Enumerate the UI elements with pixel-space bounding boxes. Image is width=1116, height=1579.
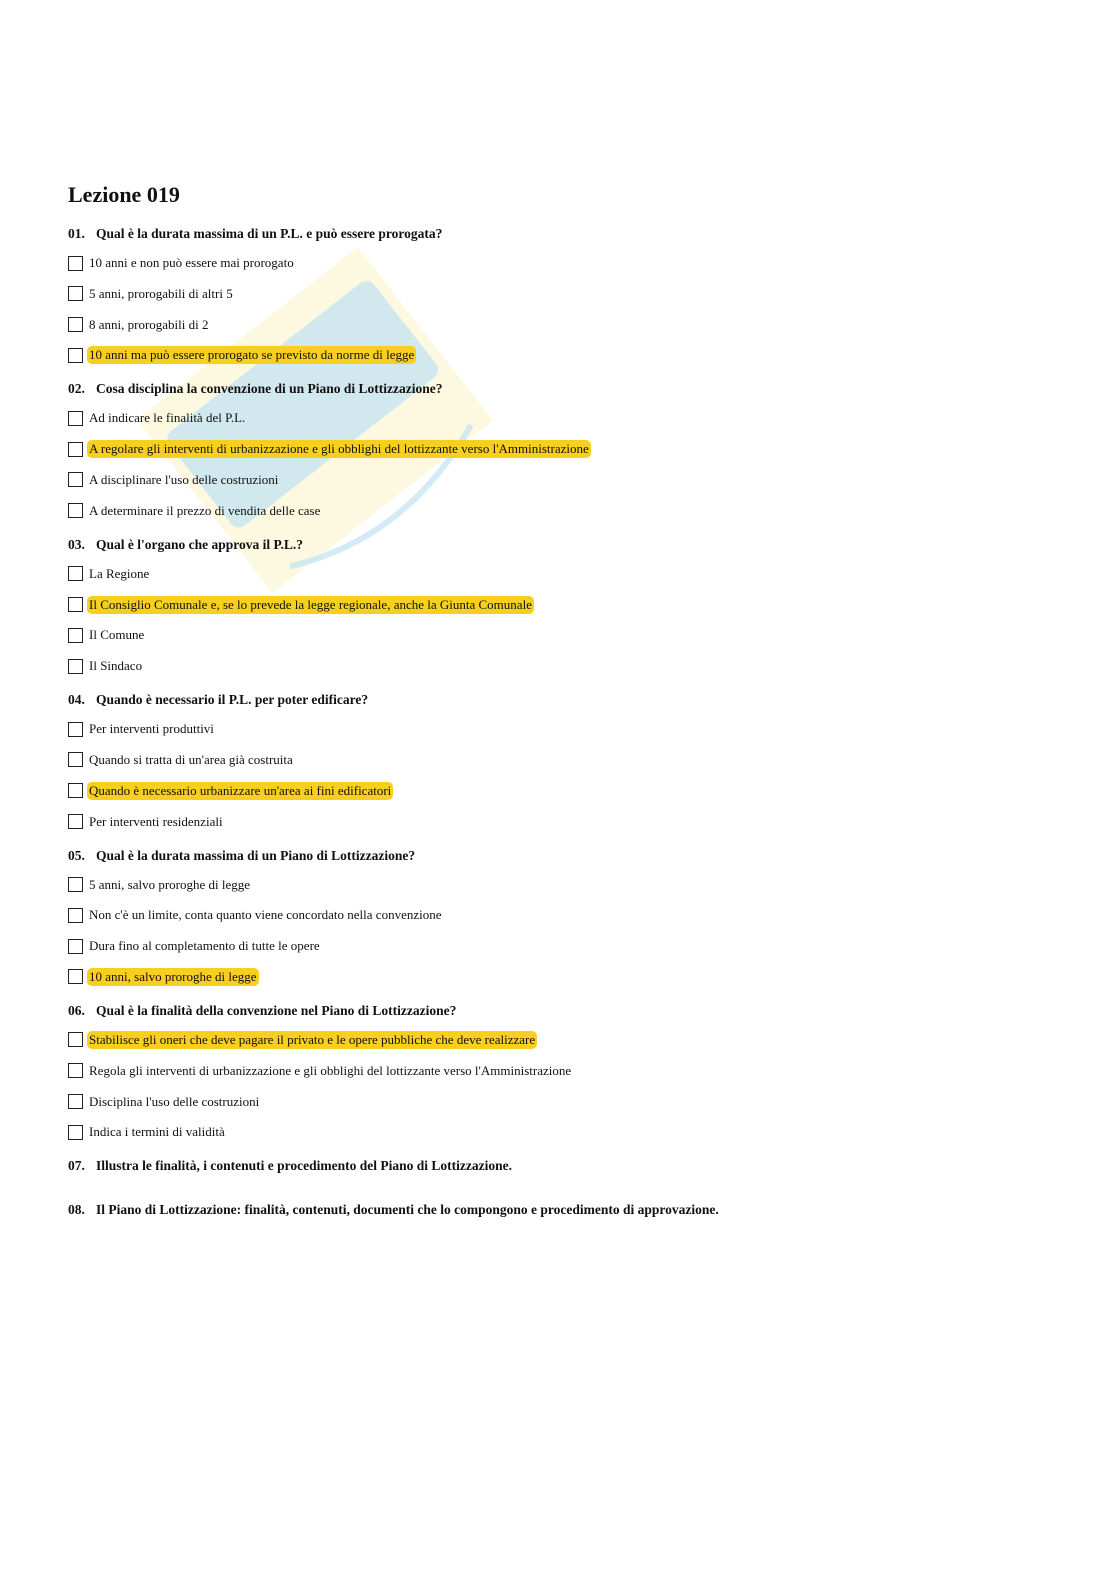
answer-option[interactable]: [68, 1091, 1068, 1113]
answer-text: 8 anni, prorogabili di 2: [89, 316, 209, 332]
answer-text: Regola gli interventi di urbanizzazione e gli obblighi del lottizzante verso l'Amministrazione: [89, 1062, 572, 1078]
question-04: [68, 689, 1068, 832]
answer-checkbox[interactable]: [68, 783, 83, 798]
answer-text: Quando si tratta di un'area già costruita: [89, 751, 293, 767]
question-text: Qual è la durata massima di un Piano di Lottizzazione?: [96, 847, 416, 863]
question-number: 05.: [68, 847, 85, 863]
answer-option[interactable]: [68, 935, 1068, 957]
answer-text: Non c'è un limite, conta quanto viene concordato nella convenzione: [89, 907, 442, 923]
answer-option[interactable]: [68, 749, 1068, 771]
answer-text: A determinare il prezzo di vendita delle case: [89, 502, 321, 518]
answer-text: 5 anni, prorogabili di altri 5: [89, 285, 233, 301]
answer-checkbox[interactable]: [68, 411, 83, 426]
answer-checkbox[interactable]: [68, 722, 83, 737]
answer-option[interactable]: [68, 811, 1068, 833]
question-title: [68, 689, 1068, 711]
answer-checkbox[interactable]: [68, 442, 83, 457]
question-text: Quando è necessario il P.L. per poter edificare?: [96, 692, 369, 708]
open-question-08: [68, 1199, 1068, 1221]
answer-checkbox[interactable]: [68, 628, 83, 643]
question-text: Illustra le finalità, i contenuti e procedimento del Piano di Lottizzazione.: [96, 1158, 512, 1174]
answer-text: Il Comune: [89, 627, 145, 643]
answer-option[interactable]: [68, 344, 1068, 366]
answer-checkbox[interactable]: [68, 752, 83, 767]
answer-checkbox[interactable]: [68, 659, 83, 674]
answer-option[interactable]: [68, 655, 1068, 677]
answer-text: Per interventi produttivi: [89, 721, 214, 737]
answer-option[interactable]: [68, 904, 1068, 926]
question-number: 07.: [68, 1158, 85, 1174]
answer-text: Dura fino al completamento di tutte le opere: [89, 938, 320, 954]
question-number: 08.: [68, 1202, 85, 1218]
answer-checkbox[interactable]: [68, 472, 83, 487]
answer-option[interactable]: [68, 314, 1068, 336]
answer-checkbox[interactable]: [68, 566, 83, 581]
answer-option[interactable]: [68, 1060, 1068, 1082]
answer-checkbox[interactable]: [68, 317, 83, 332]
answer-text: A disciplinare l'uso delle costruzioni: [89, 471, 279, 487]
question-text: Qual è l'organo che approva il P.L.?: [96, 536, 304, 552]
question-number: 03.: [68, 536, 85, 552]
answer-checkbox[interactable]: [68, 814, 83, 829]
answer-text: Ad indicare le finalità del P.L.: [89, 410, 246, 426]
page-content: [68, 178, 1068, 1243]
answer-text: La Regione: [89, 565, 150, 581]
answer-text-highlighted: 10 anni ma può essere prorogato se previsto da norme di legge: [89, 347, 415, 363]
question-title: [68, 378, 1068, 400]
answer-checkbox[interactable]: [68, 1032, 83, 1047]
question-title: [68, 534, 1068, 556]
answer-text-highlighted: Il Consiglio Comunale e, se lo prevede la legge regionale, anche la Giunta Comunale: [89, 596, 532, 612]
answer-text: Disciplina l'uso delle costruzioni: [89, 1093, 260, 1109]
answer-checkbox[interactable]: [68, 256, 83, 271]
lesson-title: Lezione 019: [68, 182, 180, 207]
question-01: [68, 223, 1068, 366]
question-02: [68, 378, 1068, 521]
open-questions-list: [68, 1155, 1068, 1221]
question-06: [68, 1000, 1068, 1143]
answer-checkbox[interactable]: [68, 286, 83, 301]
answer-option[interactable]: [68, 407, 1068, 429]
answer-checkbox[interactable]: [68, 969, 83, 984]
answer-checkbox[interactable]: [68, 877, 83, 892]
open-question-07: [68, 1155, 1068, 1177]
answer-option[interactable]: [68, 563, 1068, 585]
answer-checkbox[interactable]: [68, 908, 83, 923]
answer-text: Per interventi residenziali: [89, 813, 223, 829]
question-text: Qual è la finalità della convenzione nel Piano di Lottizzazione?: [96, 1002, 457, 1018]
answer-option[interactable]: [68, 966, 1068, 988]
answer-option[interactable]: [68, 594, 1068, 616]
answer-checkbox[interactable]: [68, 1125, 83, 1140]
answer-text-highlighted: Stabilisce gli oneri che deve pagare il privato e le opere pubbliche che deve realizzare: [89, 1031, 536, 1047]
answer-option[interactable]: [68, 780, 1068, 802]
answer-option[interactable]: [68, 252, 1068, 274]
answer-option[interactable]: [68, 718, 1068, 740]
question-text: Qual è la durata massima di un P.L. e può essere prorogata?: [96, 226, 443, 241]
answer-option[interactable]: [68, 874, 1068, 896]
question-number: 06.: [68, 1002, 85, 1018]
question-number: 01.: [68, 226, 85, 241]
answer-text-highlighted: A regolare gli interventi di urbanizzazione e gli obblighi del lottizzante verso l'Amministrazione: [89, 441, 589, 457]
answer-text: Il Sindaco: [89, 658, 143, 674]
answer-text: 10 anni e non può essere mai prorogato: [89, 255, 294, 270]
answer-text: 5 anni, salvo proroghe di legge: [89, 876, 251, 892]
question-title: [68, 1000, 1068, 1022]
question-number: 02.: [68, 381, 85, 397]
question-title: [68, 223, 1068, 245]
answer-option[interactable]: [68, 438, 1068, 460]
answer-option[interactable]: [68, 469, 1068, 491]
question-text: Cosa disciplina la convenzione di un Piano di Lottizzazione?: [96, 381, 443, 397]
answer-text-highlighted: Quando è necessario urbanizzare un'area ai fini edificatori: [89, 782, 392, 798]
answer-checkbox[interactable]: [68, 1094, 83, 1109]
answer-checkbox[interactable]: [68, 939, 83, 954]
answer-text: Indica i termini di validità: [89, 1124, 225, 1140]
question-title: [68, 845, 1068, 867]
questions-list: [68, 223, 1068, 1143]
question-number: 04.: [68, 692, 85, 708]
answer-option[interactable]: [68, 1029, 1068, 1051]
answer-checkbox[interactable]: [68, 597, 83, 612]
answer-option[interactable]: [68, 1121, 1068, 1143]
answer-option[interactable]: [68, 624, 1068, 646]
question-05: [68, 845, 1068, 988]
answer-checkbox[interactable]: [68, 1063, 83, 1078]
answer-checkbox[interactable]: [68, 503, 83, 518]
answer-option[interactable]: [68, 283, 1068, 305]
answer-option[interactable]: [68, 500, 1068, 522]
question-text: Il Piano di Lottizzazione: finalità, contenuti, documenti che lo compongono e procedimento di approvazione.: [96, 1202, 719, 1218]
answer-checkbox[interactable]: [68, 348, 83, 363]
answer-text-highlighted: 10 anni, salvo proroghe di legge: [89, 968, 257, 984]
question-03: [68, 534, 1068, 677]
